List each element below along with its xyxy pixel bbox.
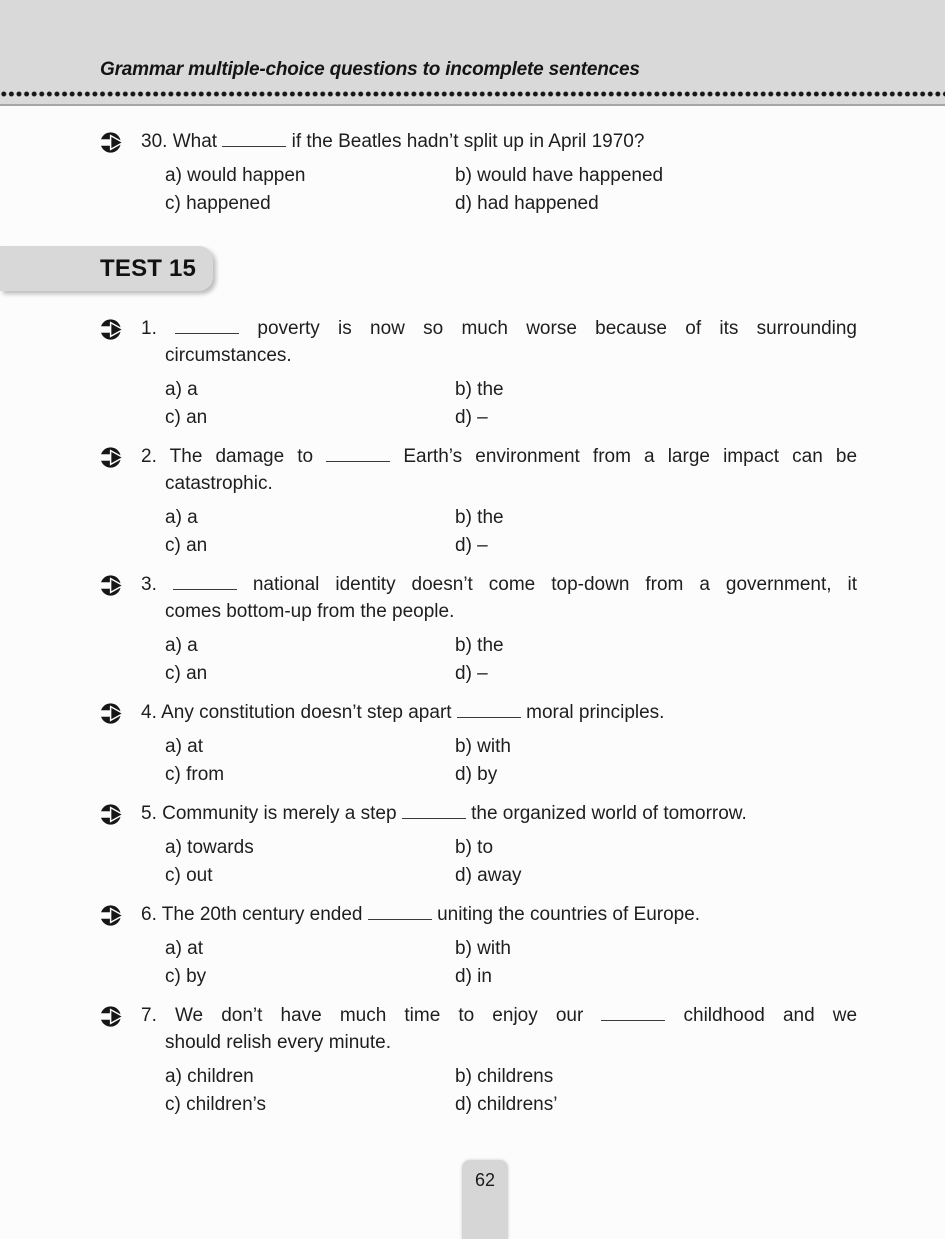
page-number-tab [462, 1160, 508, 1239]
question-text: 30. What if the Beatles hadn’t split up in April 1970? [141, 131, 645, 152]
option-c: c) an [165, 663, 208, 684]
option-b: b) with [455, 736, 511, 757]
option-b: b) the [455, 379, 504, 400]
question-6 [100, 901, 857, 991]
answer-blank [368, 906, 432, 920]
question-text: 2. The damage to Earth’s environment from a large impact can be [141, 446, 858, 467]
option-a: a) a [165, 507, 198, 528]
option-a: a) at [165, 938, 204, 959]
option-d: d) in [455, 966, 492, 987]
option-a: a) a [165, 379, 198, 400]
answer-blank [402, 805, 466, 819]
page-number: 62 [474, 1170, 496, 1190]
option-a: a) at [165, 736, 204, 757]
option-b: b) to [455, 837, 494, 858]
option-c: c) out [165, 865, 213, 886]
option-c: c) from [165, 764, 225, 785]
answer-blank [457, 704, 521, 718]
page-header [0, 0, 945, 106]
options [165, 834, 857, 890]
answer-blank [326, 448, 390, 462]
circular-arrow-icon [100, 800, 141, 890]
question-4 [100, 699, 857, 789]
answer-blank [173, 576, 237, 590]
options [165, 632, 857, 688]
option-c: c) children’s [165, 1094, 267, 1115]
question-text: 3. national identity doesn’t come top-down from a government, it [141, 574, 857, 595]
circular-arrow-icon [100, 128, 141, 218]
option-a: a) a [165, 635, 198, 656]
option-b: b) childrens [455, 1066, 554, 1087]
options [165, 162, 857, 218]
question-text: 5. Community is merely a step the organized world of tomorrow. [141, 803, 747, 824]
option-a: a) children [165, 1066, 254, 1087]
options [165, 376, 857, 432]
question-30 [100, 128, 857, 218]
option-d: d) had happened [455, 193, 599, 214]
options [165, 504, 857, 560]
circular-arrow-icon [100, 571, 141, 688]
section-badge [0, 246, 213, 291]
circular-arrow-icon [100, 699, 141, 789]
option-d: d) childrens’ [455, 1094, 558, 1115]
circular-arrow-icon [100, 315, 141, 432]
question-2: 2. The damage to Earth’s environment from a large impact can be catastrophic. a) a b) the c) an d) – [100, 443, 857, 560]
option-a: a) towards [165, 837, 254, 858]
option-b: b) with [455, 938, 511, 959]
option-d: d) – [455, 663, 488, 684]
option-b: b) the [455, 635, 504, 656]
option-c: c) by [165, 966, 207, 987]
answer-blank [601, 1007, 665, 1021]
option-b: b) would have happened [455, 165, 664, 186]
circular-arrow-icon [100, 443, 141, 560]
option-c: c) happened [165, 193, 271, 214]
dotted-divider [0, 89, 945, 99]
option-d: d) – [455, 407, 488, 428]
page-header-title: Grammar multiple-choice questions to incomplete sentences [100, 59, 640, 80]
section-title: TEST 15 [100, 254, 197, 282]
option-c: c) an [165, 535, 208, 556]
options [165, 733, 857, 789]
option-d: d) by [455, 764, 498, 785]
option-c: c) an [165, 407, 208, 428]
question-7: 7. We don’t have much time to enjoy our childhood and we should relish every minute. a) children b) childrens c) children’s d) childrens’ [100, 1002, 857, 1119]
options [165, 935, 857, 991]
answer-blank [222, 133, 286, 147]
answer-blank [175, 320, 239, 334]
option-d: d) – [455, 535, 488, 556]
question-text: 7. We don’t have much time to enjoy our childhood and we [141, 1005, 858, 1026]
option-d: d) away [455, 865, 522, 886]
question-text: 6. The 20th century ended uniting the countries of Europe. [141, 904, 701, 925]
question-1: 1. poverty is now so much worse because of its surrounding circumstances. a) a b) the c) an d) – [100, 315, 857, 432]
option-b: b) the [455, 507, 504, 528]
question-text: 4. Any constitution doesn’t step apart moral principles. [141, 702, 665, 723]
circular-arrow-icon [100, 1002, 141, 1119]
question-text: 1. poverty is now so much worse because of its surrounding [141, 318, 857, 339]
option-a: a) would happen [165, 165, 306, 186]
question-5 [100, 800, 857, 890]
circular-arrow-icon [100, 901, 141, 991]
options [165, 1063, 857, 1119]
question-3: 3. national identity doesn’t come top-down from a government, it comes bottom-up from the people. a) a b) the c) an d) – [100, 571, 857, 688]
